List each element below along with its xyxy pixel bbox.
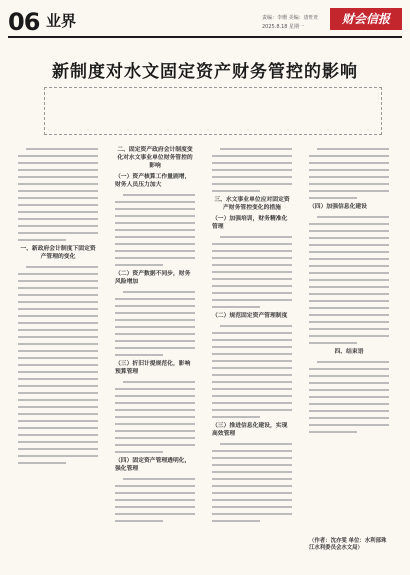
text-column-4 (309, 143, 389, 437)
article-abstract-box (44, 87, 382, 135)
subsection-heading: （二）资产数据不同步，财务风险增加 (115, 271, 191, 285)
header-rule (8, 36, 402, 38)
subsection-heading: （三）折旧计提规范化，影响预算管理 (115, 361, 191, 375)
page-header (0, 0, 410, 40)
subsection-heading: （二）规范固定资产管理制度 (212, 313, 288, 319)
section-heading: 四、结束语 (334, 349, 364, 355)
author-note: （作者：沈亦雯 单位：水利部珠江水利委员会水文局） (309, 538, 387, 551)
subsection-heading: （四）加强信息化建设 (309, 204, 367, 210)
section-heading: 三、水文事业单位应对固定资产财务管控变化的措施 (214, 197, 290, 211)
subsection-heading: （三）推进信息化建设，实现高效管理 (212, 423, 288, 437)
section-heading: 一、新政府会计制度下固定资产管理的变化 (20, 246, 96, 260)
article-title: 新制度对水文固定资产财务管控的影响 (52, 62, 358, 82)
subsection-heading: （四）固定资产管理透明化，强化管理 (115, 458, 191, 472)
subsection-heading: （一）加强培训，财务精准化管理 (212, 216, 288, 230)
text-column-2 (115, 143, 195, 526)
issue-date: 2025.8.18 星期一 (262, 24, 305, 30)
newspaper-logo: 财会信报 (330, 8, 402, 30)
section-heading: 二、固定资产政府会计制度变化对水文事业单位财务管控的影响 (117, 147, 193, 169)
section-name: 业界 (46, 12, 77, 30)
page-number: 06 (8, 8, 40, 36)
subsection-heading: （一）资产核算工作量剧增，财务人员压力加大 (115, 174, 191, 188)
text-column-3 (212, 143, 292, 526)
editor-credits: 责编：李珊 美编：唐旺旺 (262, 15, 319, 21)
text-column-1 (18, 143, 98, 468)
